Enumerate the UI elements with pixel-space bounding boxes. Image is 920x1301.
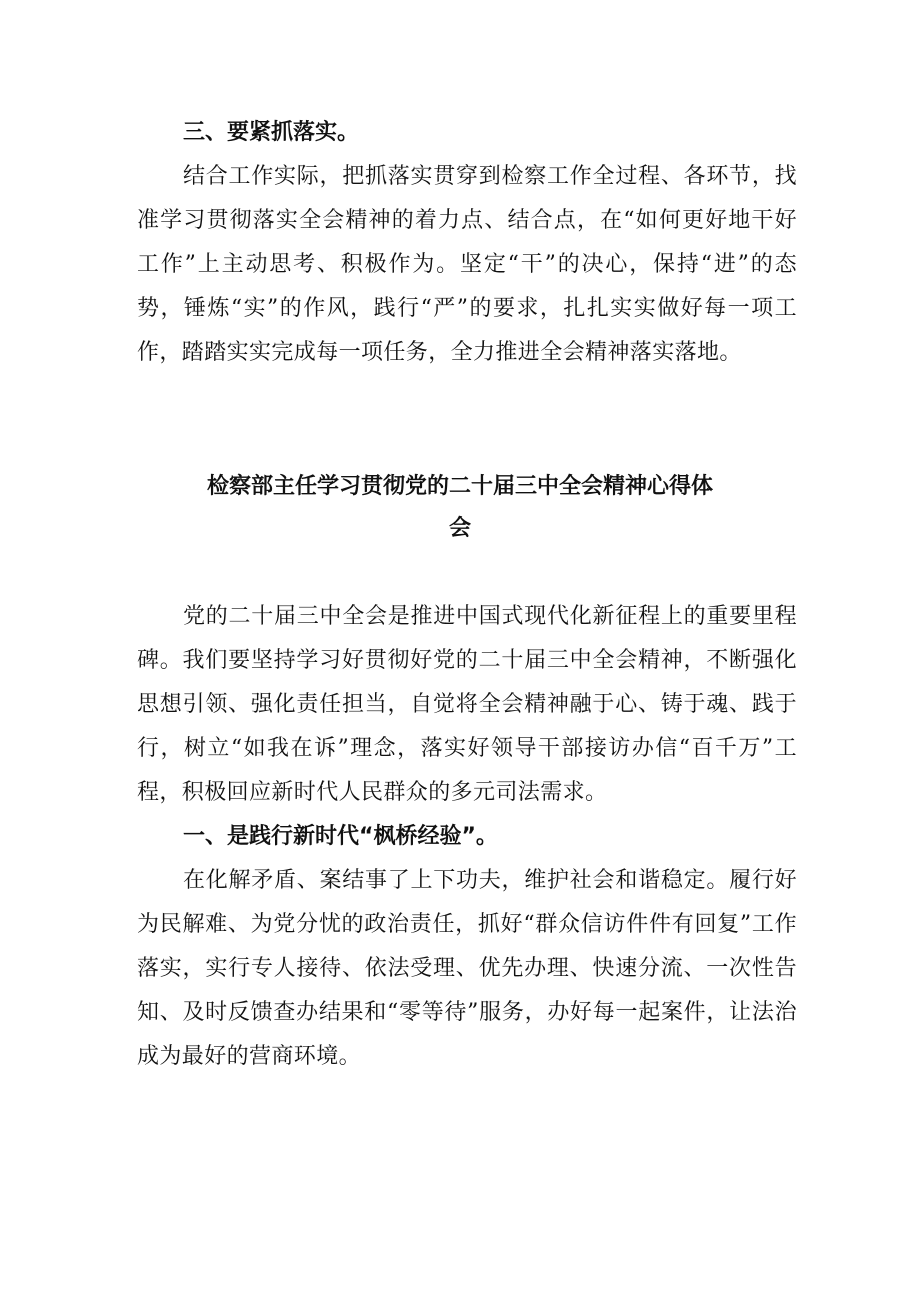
section-heading-1: 一、是践行新时代“枫桥经验”。 bbox=[183, 824, 498, 849]
section-paragraph-1: 在化解矛盾、案结事了上下功夫，维护社会和谐稳定。履行好为民解难、为党分忧的政治责任，抓好“群众信访件件有回复”工作落实，实行专人接待、依法受理、优先办理、快速分流、一次性告知、及时反馈查办结果和“零等待”服务，办好每一起案件，让法治成为最好的营商环境。 bbox=[137, 868, 797, 1069]
article-intro-paragraph: 党的二十届三中全会是推进中国式现代化新征程上的重要里程碑。我们要坚持学习好贯彻好党的二十届三中全会精神，不断强化思想引领、强化责任担当，自觉将全会精神融于心、铸于魂、践于行，树立“如我在诉”理念，落实好领导干部接访办信“百千万”工程，积极回应新时代人民群众的多元司法需求。 bbox=[137, 604, 797, 805]
section-heading-3: 三、要紧抓落实。 bbox=[183, 120, 360, 145]
article-title-line2: 会 bbox=[448, 516, 471, 541]
article-title-line1: 检察部主任学习贯彻党的二十届三中全会精神心得体 bbox=[206, 474, 713, 499]
section-paragraph-3: 结合工作实际，把抓落实贯穿到检察工作全过程、各环节，找准学习贯彻落实全会精神的着力点、结合点，在“如何更好地干好工作”上主动思考、积极作为。坚定“干”的决心，保持“进”的态势，锤炼“实”的作风，践行“严”的要求，扎扎实实做好每一项工作，踏踏实实完成每一项任务，全力推进全会精神落实落地。 bbox=[137, 164, 797, 365]
